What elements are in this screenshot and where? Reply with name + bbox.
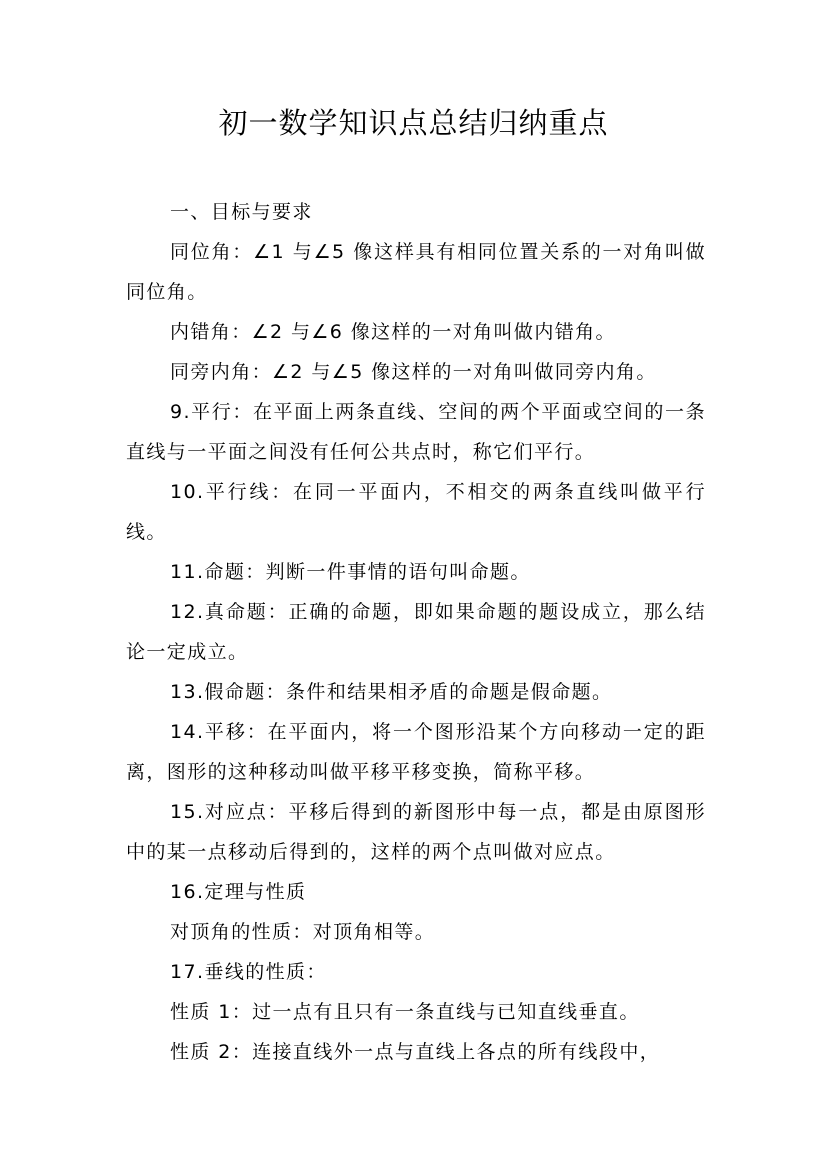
paragraph: 同旁内角：∠2 与∠5 像这样的一对角叫做同旁内角。 xyxy=(170,361,657,383)
paragraph: 一、目标与要求 xyxy=(170,201,313,223)
document-title: 初一数学知识点总结归纳重点 xyxy=(218,106,609,140)
paragraph: 内错角：∠2 与∠6 像这样的一对角叫做内错角。 xyxy=(170,321,616,343)
paragraph: 同位角：∠1 与∠5 像这样具有相同位置关系的一对角叫做同位角。 xyxy=(126,241,706,303)
paragraph: 性质 2：连接直线外一点与直线上各点的所有线段中， xyxy=(170,1041,661,1063)
document-body xyxy=(126,192,706,1072)
paragraph: 11.命题：判断一件事情的语句叫命题。 xyxy=(170,561,531,583)
paragraph: 17.垂线的性质： xyxy=(170,961,327,983)
paragraph: 9.平行：在平面上两条直线、空间的两个平面或空间的一条直线与一平面之间没有任何公共点时，称它们平行。 xyxy=(126,401,706,463)
paragraph: 14.平移：在平面内，将一个图形沿某个方向移动一定的距离，图形的这种移动叫做平移平移变换，简称平移。 xyxy=(126,721,706,783)
paragraph: 15.对应点：平移后得到的新图形中每一点，都是由原图形中的某一点移动后得到的，这样的两个点叫做对应点。 xyxy=(126,801,706,863)
paragraph: 13.假命题：条件和结果相矛盾的命题是假命题。 xyxy=(170,681,613,703)
paragraph: 16.定理与性质 xyxy=(170,881,307,903)
paragraph: 对顶角的性质：对顶角相等。 xyxy=(170,921,436,943)
paragraph: 12.真命题：正确的命题，即如果命题的题设成立，那么结论一定成立。 xyxy=(126,601,706,663)
paragraph: 10.平行线：在同一平面内，不相交的两条直线叫做平行线。 xyxy=(126,481,706,543)
paragraph: 性质 1：过一点有且只有一条直线与已知直线垂直。 xyxy=(170,1001,640,1023)
